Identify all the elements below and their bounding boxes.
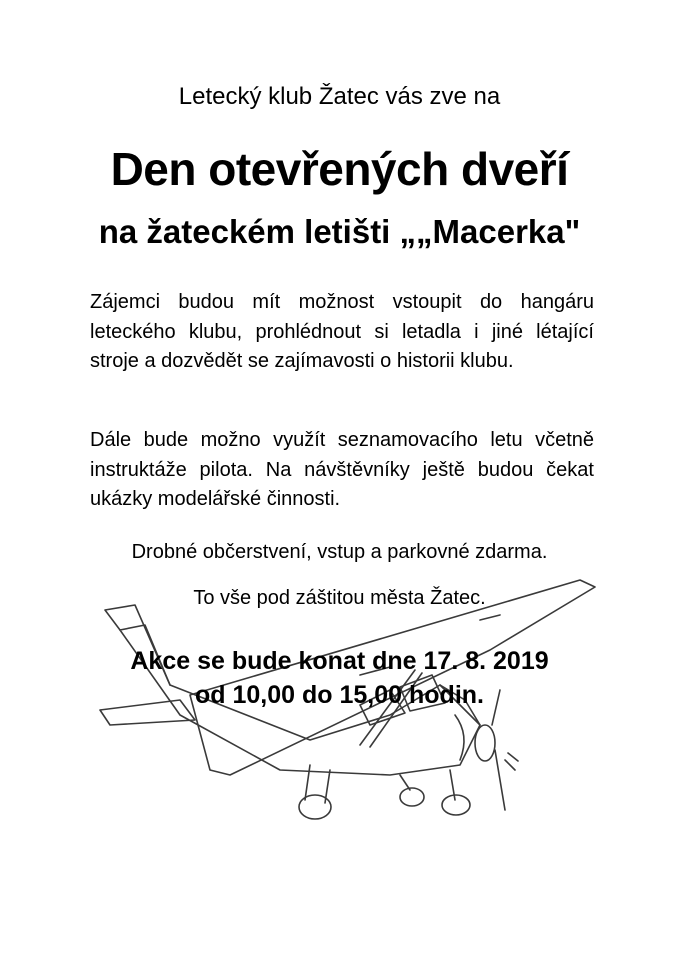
event-date: Akce se bude konat dne 17. 8. 2019 bbox=[130, 647, 549, 675]
flight-info-paragraph: Dále bude možno využít seznamovacího letu včetně instruktáže pilota. Na návštěvníky ještě budou čekat ukázky modelářské činnosti. bbox=[90, 429, 594, 510]
page-title: Den otevřených dveří bbox=[110, 143, 569, 195]
page-subtitle: na žateckém letišti „„Macerka" bbox=[98, 213, 581, 250]
intro-line: Letecký klub Žatec vás zve na bbox=[178, 83, 501, 110]
event-time: od 10,00 do 15,00 hodin. bbox=[195, 681, 484, 709]
patronage-note: To vše pod záštitou města Žatec. bbox=[193, 587, 486, 609]
refreshments-note: Drobné občerstvení, vstup a parkovné zdarma. bbox=[131, 541, 548, 563]
description-paragraph: Zájemci budou mít možnost vstoupit do hangáru leteckého klubu, prohlédnout si letadla i jiné létající stroje a dozvědět se zajímavosti o historii klubu. bbox=[90, 291, 594, 372]
